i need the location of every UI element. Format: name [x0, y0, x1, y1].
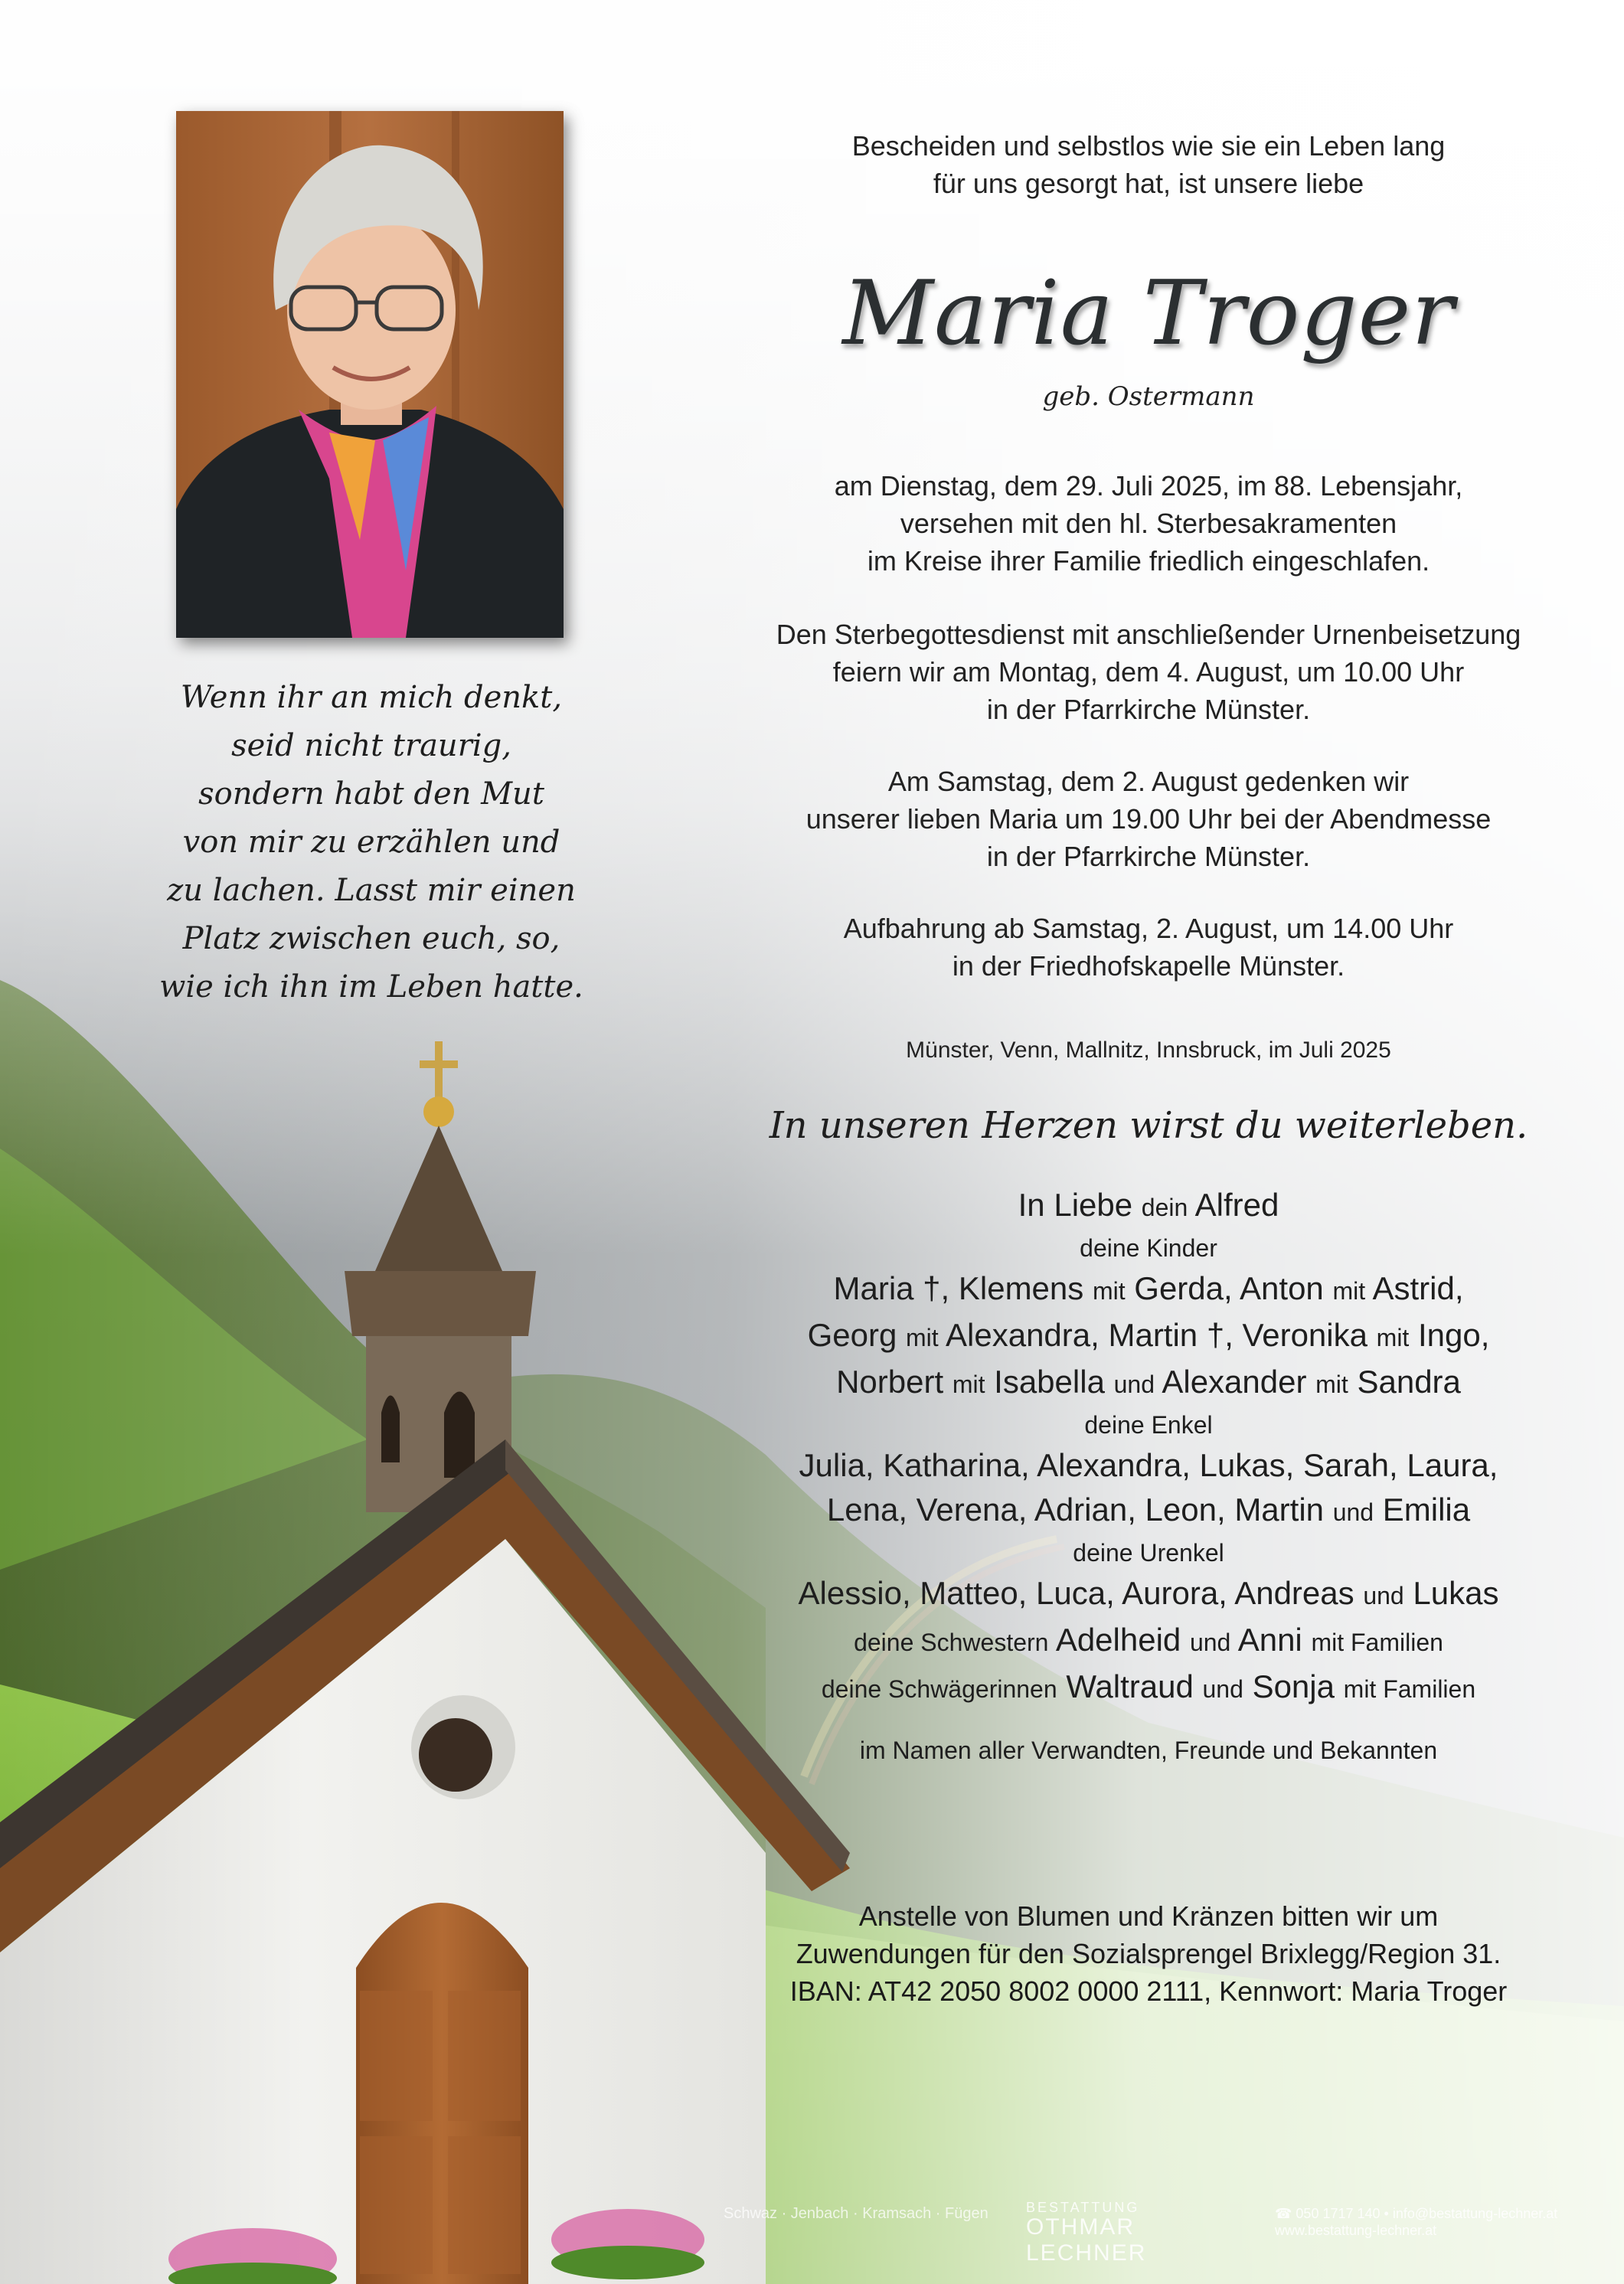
brand-top: BESTATTUNG	[1026, 2200, 1140, 2215]
quote-line: von mir zu erzählen und	[182, 825, 560, 860]
footer-contact	[1275, 2205, 1557, 2239]
quote-line: zu lachen. Lasst mir einen	[167, 873, 576, 908]
paragraph-line: in der Pfarrkirche Münster.	[986, 694, 1311, 725]
husband-line: In Liebe dein Alfred	[1018, 1187, 1279, 1223]
kinder-line: Norbert mit Isabella und Alexander mit Sandra	[836, 1364, 1461, 1400]
paragraph-line: in der Pfarrkirche Münster.	[986, 841, 1311, 872]
schwaegerinnen-line: deine Schwägerinnen Waltraud und Sonja mit Familien	[821, 1668, 1476, 1704]
footer-locations: Schwaz · Jenbach · Kramsach · Fügen	[724, 2205, 988, 2222]
urenkel-label: deine Urenkel	[1073, 1539, 1224, 1567]
relatives-line: im Namen aller Verwandten, Freunde und Bekannten	[859, 1737, 1438, 1764]
paragraph-line: versehen mit den hl. Sterbesakramenten	[900, 508, 1397, 539]
deceased-name: Maria Troger	[842, 262, 1455, 365]
family-list	[735, 1183, 1562, 1773]
paragraph-line: feiern wir am Montag, dem 4. August, um 10.00 Uhr	[832, 656, 1465, 688]
intro-line: für uns gesorgt hat, ist unsere liebe	[933, 168, 1364, 199]
memorial-mass-paragraph	[735, 763, 1562, 875]
quote-line: Wenn ihr an mich denkt,	[180, 680, 563, 715]
quote-line: sondern habt den Mut	[198, 776, 544, 812]
quote-line: Platz zwischen euch, so,	[182, 921, 560, 956]
paragraph-line: Anstelle von Blumen und Kränzen bitten wir um	[858, 1900, 1439, 1932]
portrait-photo	[176, 111, 564, 638]
enkel-line: Lena, Verena, Adrian, Leon, Martin und Emilia	[826, 1492, 1471, 1528]
paragraph-line: Aufbahrung ab Samstag, 2. August, um 14.00 Uhr	[843, 913, 1454, 944]
paragraph-line: Den Sterbegottesdienst mit anschließender Urnenbeisetzung	[776, 619, 1521, 650]
paragraph-line: Zuwendungen für den Sozialsprengel Brixlegg/Region 31.	[796, 1938, 1501, 1969]
funeral-home-logo	[1026, 2201, 1256, 2266]
viewing-paragraph	[735, 910, 1562, 985]
motto: In unseren Herzen wirst du weiterleben.	[769, 1104, 1528, 1147]
kinder-label: deine Kinder	[1080, 1234, 1217, 1262]
contact-website: www.bestattung-lechner.at	[1275, 2223, 1437, 2238]
paragraph-line: in der Friedhofskapelle Münster.	[952, 950, 1345, 982]
maiden-name: geb. Ostermann	[1042, 381, 1255, 412]
kinder-line: Maria †, Klemens mit Gerda, Anton mit Astrid,	[833, 1270, 1464, 1306]
paragraph-line: IBAN: AT42 2050 8002 0000 2111, Kennwort: Maria Troger	[789, 1975, 1508, 2007]
place-date: Münster, Venn, Mallnitz, Innsbruck, im Juli 2025	[906, 1037, 1391, 1063]
urenkel-line: Alessio, Matteo, Luca, Aurora, Andreas und Lukas	[798, 1575, 1499, 1611]
paragraph-line: Am Samstag, dem 2. August gedenken wir	[887, 766, 1410, 797]
kinder-line: Georg mit Alexandra, Martin †, Veronika mit Ingo,	[807, 1317, 1490, 1353]
death-paragraph	[735, 467, 1562, 580]
paragraph-line: im Kreise ihrer Familie friedlich eingeschlafen.	[867, 545, 1430, 577]
donation-paragraph	[735, 1897, 1562, 2010]
enkel-label: deine Enkel	[1084, 1411, 1213, 1439]
quote-line: wie ich ihn im Leben hatte.	[159, 969, 583, 1005]
intro-line: Bescheiden und selbstlos wie sie ein Leben lang	[851, 130, 1446, 162]
memorial-quote	[115, 674, 628, 1011]
brand-name: OTHMAR LECHNER	[1026, 2214, 1147, 2266]
paragraph-line: am Dienstag, dem 29. Juli 2025, im 88. Lebensjahr,	[834, 470, 1463, 502]
quote-line: seid nicht traurig,	[231, 728, 511, 763]
schwestern-line: deine Schwestern Adelheid und Anni mit Familien	[854, 1622, 1443, 1658]
paragraph-line: unserer lieben Maria um 19.00 Uhr bei der Abendmesse	[805, 803, 1492, 835]
service-paragraph	[735, 616, 1562, 728]
enkel-line: Julia, Katharina, Alexandra, Lukas, Sarah, Laura,	[799, 1447, 1498, 1483]
intro-text	[735, 127, 1562, 202]
contact-phone-email: ☎ 050 1717 140 • info@bestattung-lechner.at	[1275, 2206, 1558, 2221]
